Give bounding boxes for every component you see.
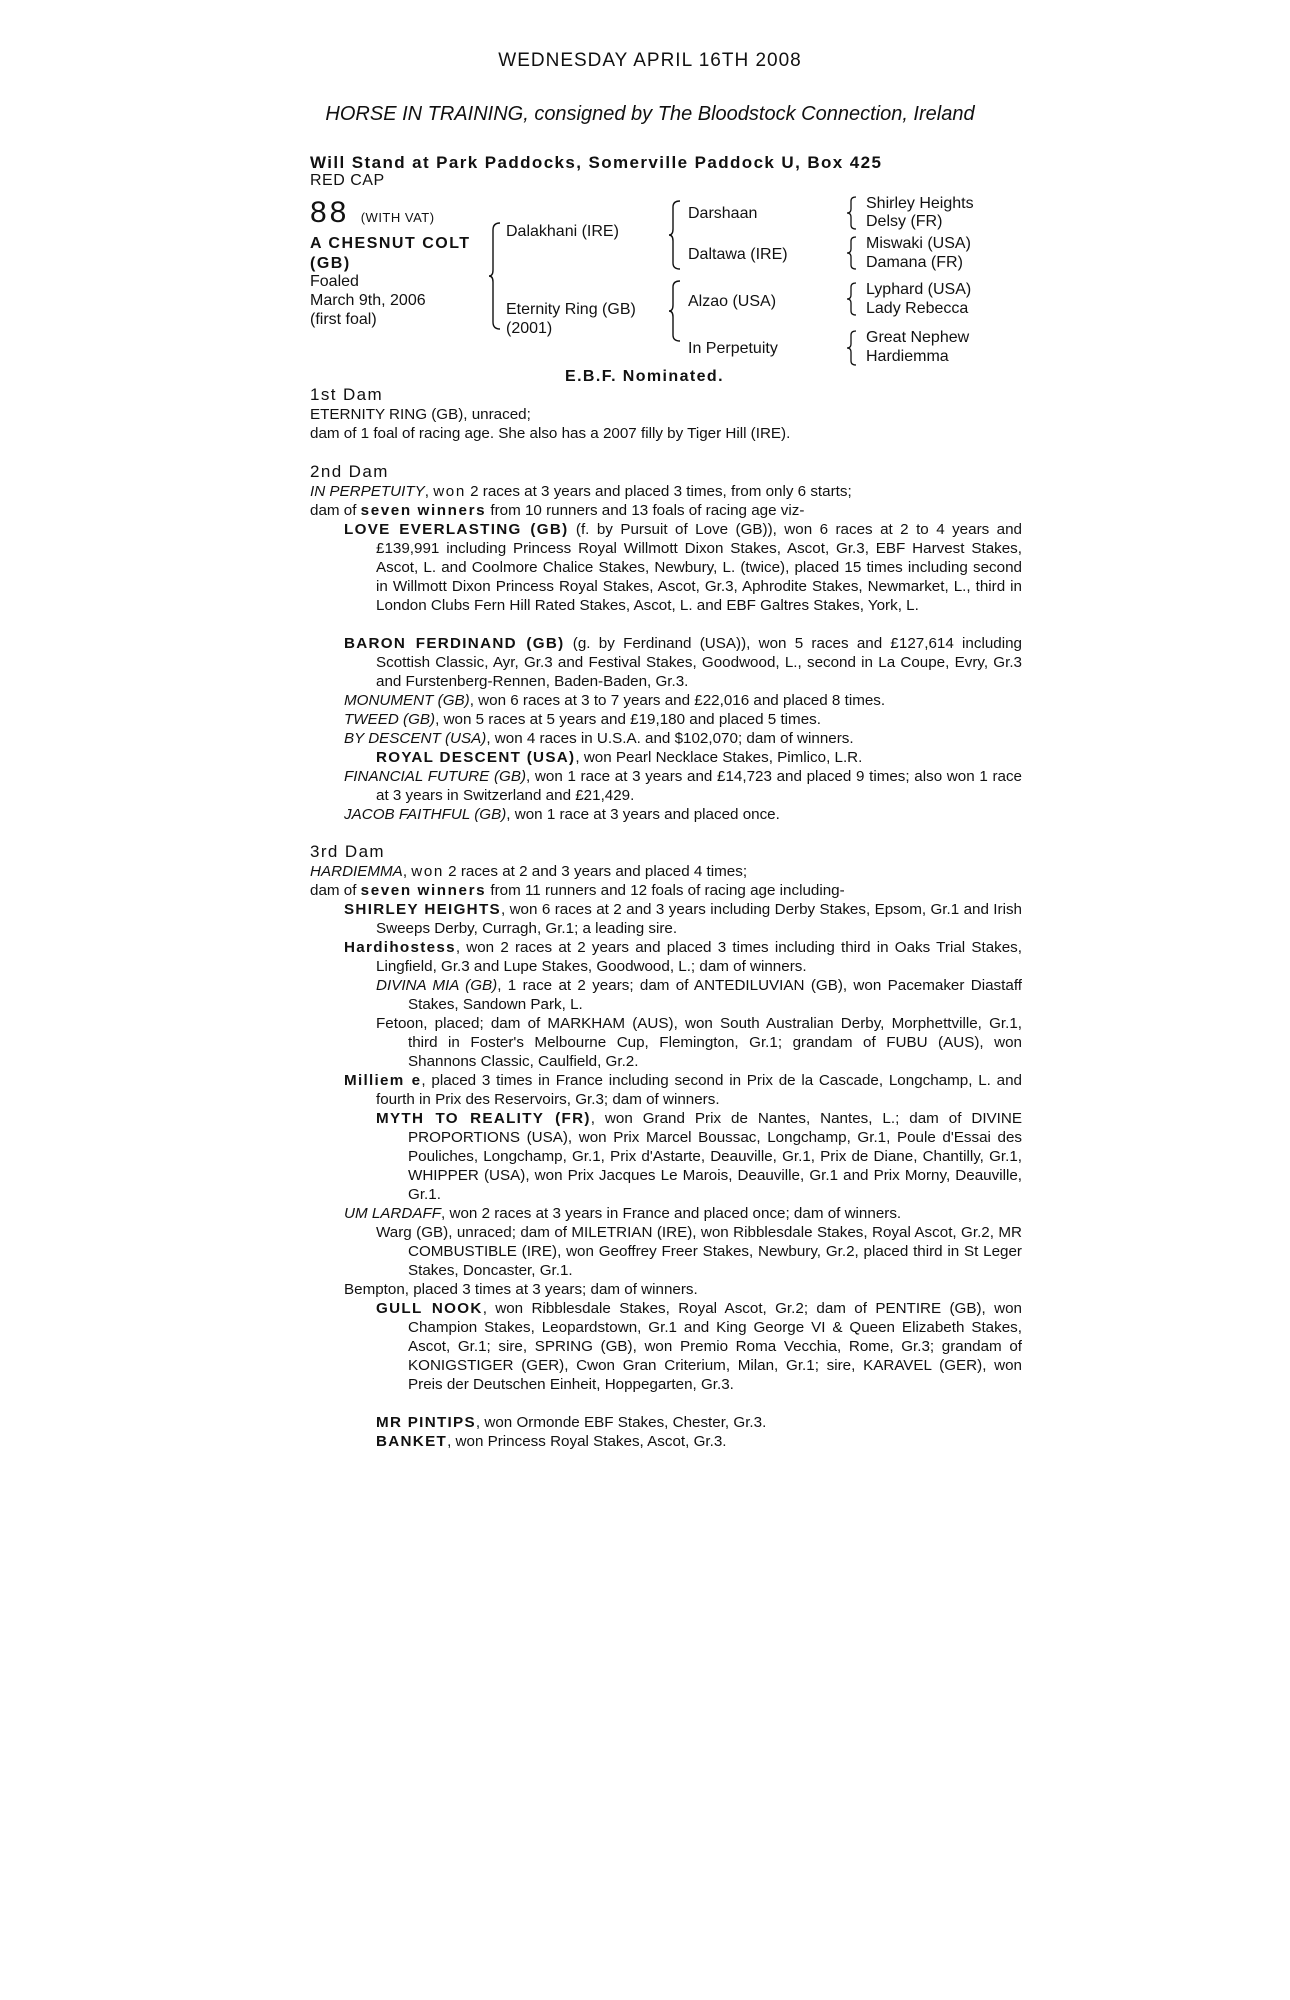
- progeny-text: , won Grand Prix de Nantes, Nantes, L.; dam of DIVINE PROPORTIONS (USA), won Prix Marcel Boussac, Longchamp, Gr.1, Poule d'Essai des Pouliches, Longchamp, Gr.1, Prix d'Astarte, Deauville, Gr.1, Prix de Diane, Chantilly, Gr.1, WHIPPER (USA), won Prix Jacques Le Marois, Deauville, Gr.1 and Prix Morny, Deauville, Gr.1.: [408, 1110, 1022, 1203]
- second-dam-line: [310, 482, 852, 501]
- progeny-text: , 1 race at 2 years; dam of ANTEDILUVIAN (GB), won Pacemaker Diastaff Stakes, Sandown Park, L.: [408, 977, 1022, 1013]
- sire-dam: Daltawa (IRE): [688, 246, 788, 263]
- pedigree-brace-g1: [846, 196, 858, 230]
- progeny-text: , won 4 races in U.S.A. and $102,070; dam of winners.: [486, 730, 854, 747]
- progeny-entry: [376, 1413, 990, 1432]
- progeny-name: LOVE EVERLASTING (GB): [344, 521, 569, 538]
- progeny-name: GULL NOOK: [376, 1300, 483, 1317]
- progeny-name: MYTH TO REALITY (FR): [376, 1110, 591, 1127]
- foaled-date: March 9th, 2006: [310, 292, 426, 309]
- dam-sire: Alzao (USA): [688, 293, 777, 310]
- text: dam of: [310, 502, 361, 519]
- progeny-text: (f. by Pursuit of Love (GB)), won 6 races at 2 to 4 years and £139,991 including Princess Royal Willmott Dixon Stakes, Ascot, Gr.3, EBF Harvest Stakes, Ascot, L. and Coolmore Chalice Stakes, Newbury, L. (twice), placed 15 times including second in Willmott Dixon Princess Royal Stakes, Ascot, Gr.3, Aphrodite Stakes, Newmarket, L., third in London Clubs Fern Hill Rated Stakes, Ascot, L. and EBF Galtres Stakes, York, L.: [376, 521, 1023, 614]
- dam-year: (2001): [506, 320, 553, 337]
- dam-name: Eternity Ring (GB): [506, 301, 636, 318]
- progeny-name: MR PINTIPS: [376, 1414, 476, 1431]
- progeny-entry: [344, 1280, 990, 1299]
- seven-winners: seven winners: [360, 882, 487, 899]
- progeny-text: , won 2 races at 2 years and placed 3 times including third in Oaks Trial Stakes, Lingfield, Gr.3 and Lupe Stakes, Goodwood, L.; dam of winners.: [376, 939, 1022, 975]
- progeny-entry: [344, 767, 1022, 805]
- third-dam-line: [310, 862, 747, 881]
- pedigree-brace-g4: [846, 330, 858, 366]
- pedigree-brace-dam-parents: [668, 280, 682, 342]
- vat-note: (WITH VAT): [360, 210, 435, 225]
- foaled-info: [310, 272, 480, 329]
- second-dam-line: [310, 501, 804, 520]
- progeny-name: SHIRLEY HEIGHTS: [344, 901, 501, 918]
- lot-number-value: 88: [310, 196, 350, 229]
- pedigree-brace-g2: [846, 236, 858, 270]
- great-grandsire-3: Lyphard (USA): [866, 281, 972, 298]
- great-grandsire-4: Great Nephew: [866, 329, 970, 346]
- horse-description: A CHESNUT COLT (GB): [310, 235, 471, 272]
- progeny-name: DIVINA MIA (GB): [376, 977, 498, 994]
- text: 2 races at 3 years and placed 3 times, from only 6 starts;: [465, 483, 852, 500]
- progeny-entry: [376, 1432, 990, 1451]
- pedigree-brace-sire-dam: [488, 222, 502, 330]
- progeny-name: FINANCIAL FUTURE (GB): [344, 768, 527, 785]
- progeny-text: , won 1 race at 3 years and placed once.: [506, 806, 780, 823]
- progeny-text: , won 6 races at 2 and 3 years including Derby Stakes, Epsom, Gr.1 and Irish Sweeps Derby, Curragh, Gr.1; a leading sire.: [376, 901, 1023, 937]
- text: from 10 runners and 13 foals of racing age viz-: [486, 502, 805, 519]
- first-dam-line: dam of 1 foal of racing age. She also has a 2007 filly by Tiger Hill (IRE).: [310, 425, 791, 442]
- progeny-entry: [344, 1071, 1022, 1109]
- foaled-note: (first foal): [310, 311, 377, 328]
- progeny-text: Warg (GB), unraced; dam of MILETRIAN (IRE), won Ribblesdale Stakes, Royal Ascot, Gr.2, MR COMBUSTIBLE (IRE), won Geoffrey Freer Stakes, Newbury, Gr.2, placed third in St Leger Stakes, Doncaster, Gr.1.: [376, 1224, 1022, 1279]
- horse-name: RED CAP: [310, 172, 385, 189]
- great-granddam-2: Damana (FR): [866, 254, 963, 271]
- text: dam of: [310, 882, 361, 899]
- dam-dam: In Perpetuity: [688, 340, 778, 357]
- progeny-text: , won 6 races at 3 to 7 years and £22,016 and placed 8 times.: [469, 692, 886, 709]
- ebf-note: E.B.F. Nominated.: [565, 368, 724, 385]
- progeny-text: , won Pearl Necklace Stakes, Pimlico, L.R.: [575, 749, 863, 766]
- lot-heading: HORSE IN TRAINING, consigned by The Bloodstock Connection, Ireland: [325, 103, 975, 125]
- progeny-entry: [376, 748, 990, 767]
- text: from 11 runners and 12 foals of racing age including-: [486, 882, 845, 899]
- text: ,: [402, 863, 412, 880]
- progeny-text: Bempton, placed 3 times at 3 years; dam of winners.: [344, 1281, 698, 1298]
- progeny-text: , won 5 races at 5 years and £19,180 and placed 5 times.: [435, 711, 821, 728]
- won-text: won: [433, 483, 466, 500]
- progeny-name: ROYAL DESCENT (USA): [376, 749, 576, 766]
- progeny-entry: [376, 1109, 1022, 1204]
- progeny-text: , won 1 race at 3 years and £14,723 and placed 9 times; also won 1 race at 3 years in Switzerland and £21,429.: [376, 768, 1022, 804]
- progeny-text: (g. by Ferdinand (USA)), won 5 races and £127,614 including Scottish Classic, Ayr, Gr.3 and Festival Stakes, Goodwood, L., second in La Coupe, Evry, Gr.3 and Furstenberg-Rennen, Baden-Baden, Gr.3.: [376, 635, 1022, 690]
- third-dam-line: [310, 881, 845, 900]
- progeny-name: MONUMENT (GB): [344, 692, 470, 709]
- great-grandsire-1: Shirley Heights: [866, 195, 974, 212]
- progeny-name: BY DESCENT (USA): [344, 730, 487, 747]
- won-text: won: [411, 863, 444, 880]
- progeny-text: , won Ormonde EBF Stakes, Chester, Gr.3.: [475, 1414, 767, 1431]
- progeny-text: , won 2 races at 3 years in France and placed once; dam of winners.: [441, 1205, 902, 1222]
- progeny-name: UM LARDAFF: [344, 1205, 442, 1222]
- progeny-entry: [344, 1204, 990, 1223]
- foaled-label: Foaled: [310, 273, 359, 290]
- great-granddam-4: Hardiemma: [866, 348, 949, 365]
- pedigree-brace-sire-parents: [668, 200, 682, 270]
- progeny-entry: [344, 691, 990, 710]
- third-dam-heading: 3rd Dam: [310, 842, 385, 861]
- seven-winners: seven winners: [360, 502, 487, 519]
- progeny-name: BANKET: [376, 1433, 448, 1450]
- great-granddam-3: Lady Rebecca: [866, 300, 969, 317]
- second-dam-name: IN PERPETUITY: [310, 483, 425, 500]
- progeny-entry: [344, 634, 1022, 691]
- great-grandsire-2: Miswaki (USA): [866, 235, 971, 252]
- progeny-text: , placed 3 times in France including second in Prix de la Cascade, Longchamp, L. and fourth in Prix des Reservoirs, Gr.3; dam of winners.: [376, 1072, 1022, 1108]
- progeny-entry: [344, 710, 990, 729]
- progeny-entry: [344, 729, 990, 748]
- progeny-entry: [344, 520, 1022, 615]
- dam: [506, 300, 636, 338]
- progeny-entry: [344, 805, 990, 824]
- progeny-entry: [376, 1299, 1022, 1394]
- second-dam-heading: 2nd Dam: [310, 462, 389, 481]
- text: ,: [424, 483, 434, 500]
- sire-sire: Darshaan: [688, 205, 758, 222]
- progeny-name: BARON FERDINAND (GB): [344, 635, 565, 652]
- pedigree-brace-g3: [846, 282, 858, 316]
- sale-date: WEDNESDAY APRIL 16TH 2008: [498, 50, 802, 71]
- first-dam-line: ETERNITY RING (GB), unraced;: [310, 406, 531, 423]
- progeny-entry: [376, 976, 1022, 1014]
- sire: Dalakhani (IRE): [506, 223, 619, 240]
- stable-location: Will Stand at Park Paddocks, Somerville Paddock U, Box 425: [310, 153, 883, 172]
- progeny-text: Fetoon, placed; dam of MARKHAM (AUS), won South Australian Derby, Morphettville, Gr.1, third in Foster's Melbourne Cup, Flemington, Gr.1; grandam of FUBU (AUS), won Shannons Classic, Caulfield, Gr.2.: [376, 1015, 1022, 1070]
- progeny-name: Milliem e: [344, 1072, 422, 1089]
- progeny-entry: [344, 900, 1022, 938]
- progeny-entry: [376, 1223, 1022, 1280]
- progeny-text: , won Ribblesdale Stakes, Royal Ascot, Gr.2; dam of PENTIRE (GB), won Champion Stakes, Leopardstown, Gr.1 and King George VI & Queen Elizabeth Stakes, Ascot, Gr.1; sire, SPRING (GB), won Premio Roma Vecchia, Rome, Gr.3; grandam of KONIGSTIGER (GER), Cwon Gran Criterium, Milan, Gr.1; sire, KARAVEL (GER), won Preis der Deutschen Einheit, Hoppegarten, Gr.3.: [408, 1300, 1022, 1393]
- third-dam-name: HARDIEMMA: [310, 863, 403, 880]
- first-dam-heading: 1st Dam: [310, 385, 384, 404]
- progeny-name: TWEED (GB): [344, 711, 436, 728]
- progeny-entry: [344, 938, 1022, 976]
- lot-number: [310, 196, 435, 230]
- progeny-entry: [376, 1014, 1022, 1071]
- great-granddam-1: Delsy (FR): [866, 213, 943, 230]
- progeny-name: Hardihostess: [344, 939, 456, 956]
- text: 2 races at 2 and 3 years and placed 4 times;: [443, 863, 748, 880]
- progeny-name: JACOB FAITHFUL (GB): [344, 806, 507, 823]
- progeny-text: , won Princess Royal Stakes, Ascot, Gr.3.: [447, 1433, 727, 1450]
